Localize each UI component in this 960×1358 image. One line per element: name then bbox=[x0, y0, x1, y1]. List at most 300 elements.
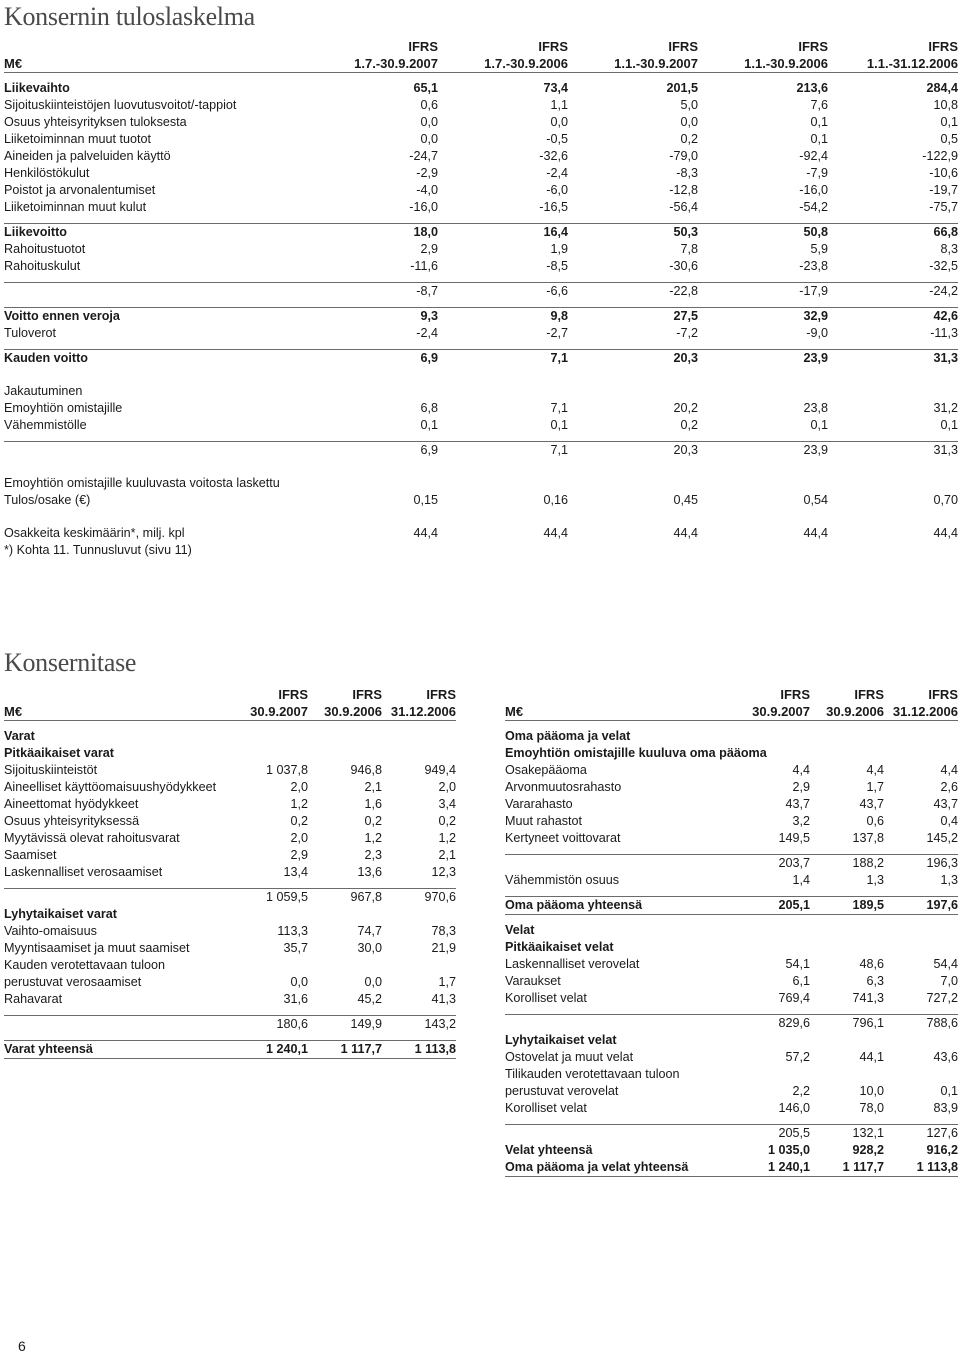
row-label: Varat bbox=[4, 729, 35, 743]
value-cell: -79,0 bbox=[669, 149, 698, 163]
value-cell: 32,9 bbox=[698, 308, 828, 326]
grand-total-row bbox=[505, 1159, 958, 1177]
value-cell bbox=[382, 728, 456, 745]
value-cell: 1 059,5 bbox=[234, 889, 308, 907]
value-cell: 829,6 bbox=[736, 1015, 810, 1033]
value-cell: 6,9 bbox=[308, 350, 438, 368]
value-cell bbox=[234, 957, 308, 974]
value-cell: 0,0 bbox=[420, 132, 438, 146]
liabilities-total-row bbox=[505, 1142, 958, 1159]
row-label: Osuus yhteisyrityksessä bbox=[4, 814, 140, 828]
section-heading bbox=[4, 728, 456, 745]
row-label: Jakautuminen bbox=[4, 384, 83, 398]
value-cell: -32,6 bbox=[539, 149, 568, 163]
value-cell bbox=[736, 1066, 810, 1083]
value-cell: 16,4 bbox=[438, 224, 568, 242]
value-cell: -16,0 bbox=[799, 183, 828, 197]
row-label: Vähemmistölle bbox=[4, 418, 87, 432]
value-cell: -75,7 bbox=[929, 200, 958, 214]
value-cell: 0,0 bbox=[290, 975, 308, 989]
value-cell: 1 240,1 bbox=[234, 1041, 308, 1059]
spacer-row bbox=[4, 216, 958, 224]
value-cell: 13,6 bbox=[357, 865, 382, 879]
value-cell bbox=[438, 383, 568, 400]
balance-row bbox=[505, 1083, 958, 1100]
value-cell: -6,6 bbox=[438, 283, 568, 301]
value-cell: 7,0 bbox=[940, 974, 958, 988]
distribution-row bbox=[4, 417, 958, 434]
spacer-row bbox=[4, 721, 456, 729]
header-period: 30.9.2006 bbox=[810, 703, 884, 721]
value-cell: 1,7 bbox=[438, 975, 456, 989]
value-cell: 0,2 bbox=[680, 132, 698, 146]
value-cell: -7,9 bbox=[806, 166, 828, 180]
value-cell: 10,8 bbox=[933, 98, 958, 112]
row-label: Emoyhtiön omistajille kuuluvasta voitosta laskettu bbox=[4, 476, 280, 490]
value-cell bbox=[568, 475, 698, 492]
balance-row bbox=[505, 1100, 958, 1117]
value-cell bbox=[234, 906, 308, 923]
value-cell: 13,4 bbox=[283, 865, 308, 879]
value-cell: 6,9 bbox=[308, 442, 438, 460]
balance-row bbox=[4, 847, 456, 864]
value-cell bbox=[810, 1066, 884, 1083]
value-cell: -24,2 bbox=[828, 283, 958, 301]
value-cell: 2,1 bbox=[438, 848, 456, 862]
row-label: Emoyhtiön omistajille bbox=[4, 401, 123, 415]
equity-total-row bbox=[505, 897, 958, 915]
balance-row bbox=[4, 957, 456, 974]
value-cell: 1 113,8 bbox=[884, 1159, 958, 1177]
value-cell: 205,1 bbox=[736, 897, 810, 915]
value-cell bbox=[810, 939, 884, 956]
row-label: Korolliset velat bbox=[505, 991, 587, 1005]
balance-row bbox=[4, 864, 456, 881]
statement-row bbox=[4, 131, 958, 148]
balance-row bbox=[505, 830, 958, 847]
value-cell: 1,3 bbox=[940, 873, 958, 887]
header-period: 1.1.-30.9.2007 bbox=[568, 55, 698, 73]
header-row-standard bbox=[4, 686, 456, 703]
value-cell: 188,2 bbox=[810, 855, 884, 873]
value-cell: -30,6 bbox=[669, 259, 698, 273]
subtotal-row bbox=[505, 1015, 958, 1033]
row-label: Velat bbox=[505, 923, 535, 937]
value-cell: 43,6 bbox=[933, 1050, 958, 1064]
spacer-row bbox=[505, 1117, 958, 1125]
row-label: Myytävissä olevat rahoitusvarat bbox=[4, 831, 180, 845]
spacer-row bbox=[4, 300, 958, 308]
balance-row bbox=[505, 872, 958, 889]
value-cell bbox=[884, 728, 958, 745]
value-cell: 78,3 bbox=[431, 924, 456, 938]
value-cell: -17,9 bbox=[698, 283, 828, 301]
value-cell: 44,4 bbox=[543, 526, 568, 540]
value-cell: 2,0 bbox=[290, 780, 308, 794]
value-cell: 44,4 bbox=[413, 526, 438, 540]
spacer-row bbox=[505, 721, 958, 729]
value-cell: 113,3 bbox=[277, 924, 308, 938]
value-cell: 1,9 bbox=[550, 242, 568, 256]
row-label: Liiketoiminnan muut kulut bbox=[4, 200, 147, 214]
statement-row bbox=[4, 258, 958, 275]
header-standard: IFRS bbox=[928, 39, 958, 54]
unit-label: M€ bbox=[4, 703, 234, 721]
value-cell: 132,1 bbox=[810, 1125, 884, 1143]
value-cell bbox=[736, 728, 810, 745]
subtotal-row bbox=[4, 889, 456, 907]
value-cell: 0,70 bbox=[933, 493, 958, 507]
value-cell: 0,1 bbox=[420, 418, 438, 432]
row-label: *) Kohta 11. Tunnusluvut (sivu 11) bbox=[4, 543, 192, 557]
row-label: Henkilöstökulut bbox=[4, 166, 90, 180]
value-cell: 30,0 bbox=[357, 941, 382, 955]
row-label: perustuvat verosaamiset bbox=[4, 975, 142, 989]
value-cell bbox=[382, 957, 456, 974]
subtotal-row bbox=[505, 855, 958, 873]
income-statement-table bbox=[4, 38, 958, 559]
statement-row bbox=[4, 80, 958, 97]
value-cell: 48,6 bbox=[859, 957, 884, 971]
value-cell: -16,5 bbox=[539, 200, 568, 214]
value-cell: -8,5 bbox=[546, 259, 568, 273]
statement-row bbox=[4, 241, 958, 258]
balance-row bbox=[4, 974, 456, 991]
header-period: 30.9.2006 bbox=[308, 703, 382, 721]
row-label: Vararahasto bbox=[505, 797, 573, 811]
row-label: Vähemmistön osuus bbox=[505, 873, 620, 887]
value-cell: 78,0 bbox=[859, 1101, 884, 1115]
value-cell bbox=[308, 542, 438, 559]
header-row-period bbox=[505, 703, 958, 721]
header-period: 1.1.-30.9.2006 bbox=[698, 55, 828, 73]
row-label bbox=[505, 855, 736, 873]
balance-row bbox=[505, 762, 958, 779]
value-cell: 0,1 bbox=[940, 115, 958, 129]
value-cell: 2,2 bbox=[792, 1084, 810, 1098]
header-standard: IFRS bbox=[854, 687, 884, 702]
shares-row bbox=[4, 525, 958, 542]
row-label: Laskennalliset verosaamiset bbox=[4, 865, 163, 879]
value-cell: 6,1 bbox=[792, 974, 810, 988]
value-cell: 1,6 bbox=[364, 797, 382, 811]
grand-total-row bbox=[4, 1041, 456, 1059]
header-row-period bbox=[4, 703, 456, 721]
row-label bbox=[505, 1125, 736, 1143]
value-cell: -8,3 bbox=[676, 166, 698, 180]
value-cell: -22,8 bbox=[568, 283, 698, 301]
value-cell: -32,5 bbox=[929, 259, 958, 273]
row-label: Osakkeita keskimäärin*, milj. kpl bbox=[4, 526, 185, 540]
value-cell: 20,3 bbox=[568, 350, 698, 368]
value-cell: 7,1 bbox=[550, 401, 568, 415]
value-cell: 137,8 bbox=[852, 831, 884, 845]
value-cell: -24,7 bbox=[409, 149, 438, 163]
value-cell: 946,8 bbox=[350, 763, 382, 777]
value-cell: -11,6 bbox=[410, 259, 438, 273]
value-cell: -12,8 bbox=[669, 183, 698, 197]
value-cell: 1,1 bbox=[550, 98, 568, 112]
value-cell: 0,1 bbox=[810, 132, 828, 146]
value-cell: 3,4 bbox=[438, 797, 456, 811]
balance-row bbox=[505, 779, 958, 796]
header-period: 1.7.-30.9.2006 bbox=[438, 55, 568, 73]
value-cell bbox=[698, 542, 828, 559]
value-cell bbox=[234, 745, 308, 762]
section-subheading bbox=[4, 745, 456, 762]
balance-row bbox=[4, 991, 456, 1008]
value-cell: 83,9 bbox=[933, 1101, 958, 1115]
value-cell: 6,8 bbox=[420, 401, 438, 415]
value-cell: 0,6 bbox=[866, 814, 884, 828]
balance-row bbox=[505, 956, 958, 973]
section-subheading bbox=[505, 745, 958, 762]
unit-label: M€ bbox=[4, 55, 308, 73]
value-cell: -11,3 bbox=[930, 326, 958, 340]
value-cell: 73,4 bbox=[543, 81, 568, 95]
value-cell: 928,2 bbox=[852, 1143, 884, 1157]
assets-table bbox=[4, 686, 456, 1059]
value-cell: 50,8 bbox=[698, 224, 828, 242]
value-cell: -2,4 bbox=[546, 166, 568, 180]
value-cell: 7,1 bbox=[438, 350, 568, 368]
value-cell bbox=[736, 1032, 810, 1049]
value-cell: 2,1 bbox=[364, 780, 382, 794]
income-statement-title: Konsernin tuloslaskelma bbox=[4, 2, 255, 31]
value-cell: 35,7 bbox=[283, 941, 308, 955]
row-label bbox=[4, 442, 308, 460]
header-standard: IFRS bbox=[668, 39, 698, 54]
value-cell: 213,6 bbox=[796, 81, 828, 95]
value-cell: 45,2 bbox=[357, 992, 382, 1006]
value-cell: -4,0 bbox=[416, 183, 438, 197]
value-cell: 2,6 bbox=[940, 780, 958, 794]
row-label: Aineelliset käyttöomaisuushyödykkeet bbox=[4, 780, 217, 794]
row-label: Lyhytaikaiset velat bbox=[505, 1033, 617, 1047]
unit-label: M€ bbox=[505, 703, 736, 721]
spacer-row bbox=[4, 275, 958, 283]
statement-row bbox=[4, 308, 958, 326]
value-cell bbox=[382, 906, 456, 923]
row-label: Saamiset bbox=[4, 848, 57, 862]
row-label: Kauden voitto bbox=[4, 350, 308, 368]
spacer-row bbox=[505, 915, 958, 923]
value-cell: 1,2 bbox=[364, 831, 382, 845]
row-label bbox=[4, 1016, 234, 1034]
row-label: Voitto ennen veroja bbox=[4, 308, 308, 326]
row-label: Osuus yhteisyrityksen tuloksesta bbox=[4, 115, 187, 129]
statement-row bbox=[4, 114, 958, 131]
value-cell bbox=[308, 728, 382, 745]
value-cell: 44,4 bbox=[933, 526, 958, 540]
row-label: Liiketoiminnan muut tuotot bbox=[4, 132, 152, 146]
balance-row bbox=[505, 813, 958, 830]
value-cell: -2,9 bbox=[416, 166, 438, 180]
value-cell: 4,4 bbox=[940, 763, 958, 777]
value-cell bbox=[568, 383, 698, 400]
value-cell: 2,9 bbox=[792, 780, 810, 794]
row-label: Velat yhteensä bbox=[505, 1143, 593, 1157]
value-cell: 31,2 bbox=[933, 401, 958, 415]
eps-row bbox=[4, 492, 958, 509]
row-label: Oma pääoma yhteensä bbox=[505, 897, 736, 915]
value-cell bbox=[308, 745, 382, 762]
value-cell: 43,7 bbox=[785, 797, 810, 811]
row-label: Sijoituskiinteistöt bbox=[4, 763, 98, 777]
section-heading bbox=[505, 922, 958, 939]
value-cell: -23,8 bbox=[799, 259, 828, 273]
footnote bbox=[4, 542, 958, 559]
row-label: Arvonmuutosrahasto bbox=[505, 780, 622, 794]
value-cell: 0,2 bbox=[680, 418, 698, 432]
value-cell: 9,3 bbox=[308, 308, 438, 326]
header-spacer bbox=[4, 38, 308, 55]
header-period: 31.12.2006 bbox=[382, 703, 456, 721]
spacer-row bbox=[4, 459, 958, 475]
value-cell: 189,5 bbox=[810, 897, 884, 915]
value-cell: 41,3 bbox=[431, 992, 456, 1006]
value-cell: 796,1 bbox=[810, 1015, 884, 1033]
header-standard: IFRS bbox=[928, 687, 958, 702]
header-standard: IFRS bbox=[426, 687, 456, 702]
value-cell: 0,54 bbox=[803, 493, 828, 507]
value-cell bbox=[884, 939, 958, 956]
spacer-row bbox=[505, 1007, 958, 1015]
value-cell bbox=[308, 906, 382, 923]
header-period: 1.1.-31.12.2006 bbox=[828, 55, 958, 73]
value-cell: 7,1 bbox=[438, 442, 568, 460]
value-cell: 2,3 bbox=[364, 848, 382, 862]
section-subheading bbox=[505, 939, 958, 956]
value-cell: 65,1 bbox=[413, 81, 438, 95]
spacer-row bbox=[4, 367, 958, 383]
value-cell: -9,0 bbox=[806, 326, 828, 340]
value-cell: 9,8 bbox=[438, 308, 568, 326]
value-cell: 127,6 bbox=[884, 1125, 958, 1143]
value-cell: 1,2 bbox=[290, 797, 308, 811]
value-cell: 0,1 bbox=[810, 115, 828, 129]
spacer-row bbox=[4, 434, 958, 442]
balance-row bbox=[4, 830, 456, 847]
value-cell bbox=[810, 922, 884, 939]
value-cell bbox=[698, 475, 828, 492]
value-cell: 1 037,8 bbox=[265, 763, 308, 777]
value-cell: 727,2 bbox=[926, 991, 958, 1005]
value-cell bbox=[828, 383, 958, 400]
value-cell: 31,3 bbox=[828, 350, 958, 368]
value-cell bbox=[810, 728, 884, 745]
value-cell: 4,4 bbox=[866, 763, 884, 777]
value-cell: 31,3 bbox=[828, 442, 958, 460]
value-cell: 970,6 bbox=[382, 889, 456, 907]
value-cell: 5,0 bbox=[680, 98, 698, 112]
value-cell: 0,5 bbox=[940, 132, 958, 146]
header-period: 30.9.2007 bbox=[736, 703, 810, 721]
value-cell: 967,8 bbox=[308, 889, 382, 907]
row-label: Tuloverot bbox=[4, 326, 57, 340]
header-standard: IFRS bbox=[408, 39, 438, 54]
distribution-total bbox=[4, 442, 958, 460]
value-cell: 1,7 bbox=[866, 780, 884, 794]
value-cell: 1 117,7 bbox=[810, 1159, 884, 1177]
value-cell: 0,6 bbox=[420, 98, 438, 112]
value-cell: -2,4 bbox=[416, 326, 438, 340]
value-cell: 8,3 bbox=[940, 242, 958, 256]
value-cell: 1 113,8 bbox=[382, 1041, 456, 1059]
value-cell: 54,1 bbox=[785, 957, 810, 971]
value-cell bbox=[884, 745, 958, 762]
balance-row bbox=[505, 1066, 958, 1083]
value-cell: 1,2 bbox=[438, 831, 456, 845]
statement-row bbox=[4, 199, 958, 216]
value-cell bbox=[810, 745, 884, 762]
value-cell: -92,4 bbox=[799, 149, 828, 163]
value-cell: 1 240,1 bbox=[736, 1159, 810, 1177]
value-cell: 54,4 bbox=[933, 957, 958, 971]
row-label: Aineiden ja palveluiden käyttö bbox=[4, 149, 171, 163]
row-label: Varaukset bbox=[505, 974, 561, 988]
row-label: Muut rahastot bbox=[505, 814, 583, 828]
value-cell: 10,0 bbox=[859, 1084, 884, 1098]
value-cell: 197,6 bbox=[884, 897, 958, 915]
value-cell: 43,7 bbox=[859, 797, 884, 811]
value-cell: 2,9 bbox=[290, 848, 308, 862]
value-cell: 203,7 bbox=[736, 855, 810, 873]
value-cell: 12,3 bbox=[431, 865, 456, 879]
value-cell: 949,4 bbox=[424, 763, 456, 777]
section-subheading bbox=[505, 1032, 958, 1049]
header-period: 30.9.2007 bbox=[234, 703, 308, 721]
page-number: 6 bbox=[18, 1338, 26, 1354]
row-label: Oma pääoma ja velat bbox=[505, 729, 631, 743]
statement-row bbox=[4, 325, 958, 342]
balance-row bbox=[4, 940, 456, 957]
statement-row bbox=[4, 283, 958, 301]
row-label: Oma pääoma ja velat yhteensä bbox=[505, 1159, 736, 1177]
value-cell: 0,45 bbox=[673, 493, 698, 507]
value-cell bbox=[828, 542, 958, 559]
balance-row bbox=[4, 779, 456, 796]
value-cell: 44,4 bbox=[673, 526, 698, 540]
header-row-standard bbox=[505, 686, 958, 703]
eps-heading bbox=[4, 475, 958, 492]
row-label: Osakepääoma bbox=[505, 763, 587, 777]
value-cell bbox=[698, 383, 828, 400]
value-cell bbox=[828, 475, 958, 492]
row-label bbox=[4, 889, 234, 907]
header-spacer bbox=[505, 686, 736, 703]
value-cell: -16,0 bbox=[409, 200, 438, 214]
value-cell: -19,7 bbox=[929, 183, 958, 197]
value-cell bbox=[736, 922, 810, 939]
value-cell: 0,0 bbox=[364, 975, 382, 989]
value-cell: 3,2 bbox=[792, 814, 810, 828]
value-cell: -8,7 bbox=[308, 283, 438, 301]
value-cell: 916,2 bbox=[926, 1143, 958, 1157]
value-cell: -56,4 bbox=[669, 200, 698, 214]
row-label: Aineettomat hyödykkeet bbox=[4, 797, 139, 811]
value-cell: -2,7 bbox=[546, 326, 568, 340]
value-cell: 57,2 bbox=[785, 1050, 810, 1064]
spacer-row bbox=[4, 1033, 456, 1041]
header-spacer bbox=[4, 686, 234, 703]
statement-row bbox=[4, 224, 958, 242]
value-cell: 44,1 bbox=[859, 1050, 884, 1064]
header-period: 31.12.2006 bbox=[884, 703, 958, 721]
value-cell bbox=[438, 475, 568, 492]
header-row-standard bbox=[4, 38, 958, 55]
row-label: Varat yhteensä bbox=[4, 1041, 234, 1059]
